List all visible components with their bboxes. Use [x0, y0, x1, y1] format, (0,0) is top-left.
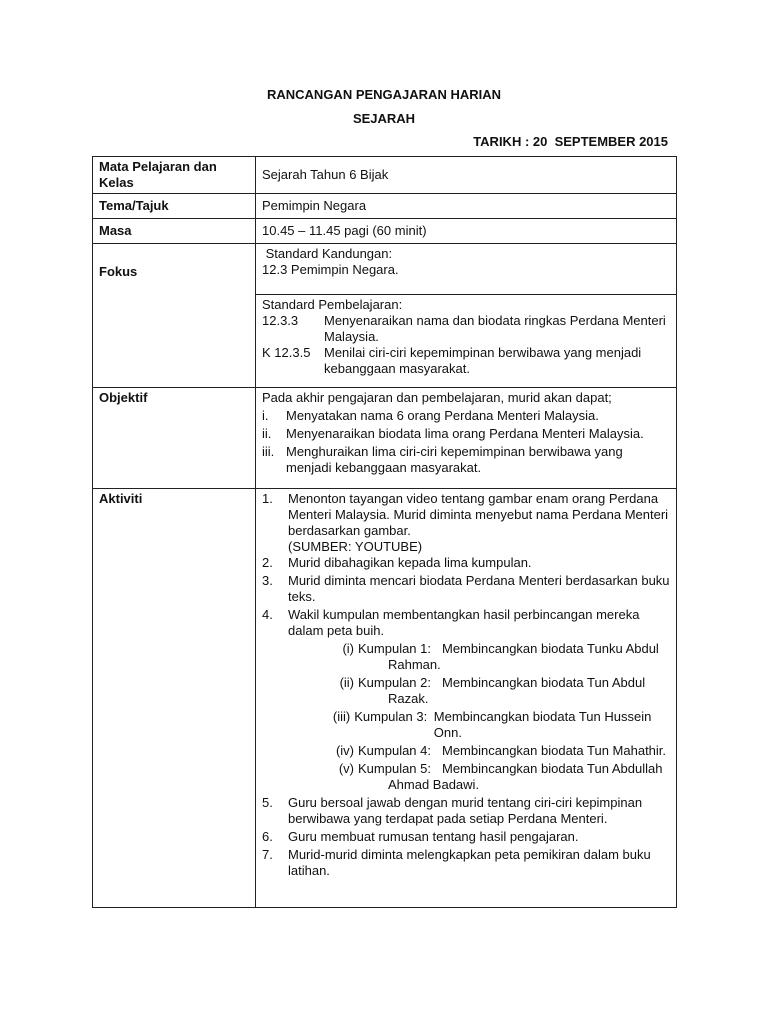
aktiviti-text: Wakil kumpulan membentangkan hasil perbincangan mereka dalam peta buih.	[288, 607, 640, 638]
group-name: Kumpulan 1:	[358, 641, 431, 656]
date-label: TARIKH : 20 SEPTEMBER 2015	[473, 134, 668, 149]
group-item	[282, 761, 670, 777]
group-name: Kumpulan 2:	[358, 675, 431, 690]
standard-kandungan-value: 12.3 Pemimpin Negara.	[262, 262, 399, 277]
group-item	[282, 709, 670, 741]
objektif-text: Menyenaraikan biodata lima orang Perdana Menteri Malaysia.	[286, 426, 644, 441]
masa-value: 10.45 – 11.45 pagi (60 minit)	[256, 219, 677, 244]
aktiviti-text: Murid dibahagikan kepada lima kumpulan.	[288, 555, 532, 570]
aktiviti-text: Guru bersoal jawab dengan murid tentang ciri-ciri kepimpinan berwibawa yang terdapat pada setiap Perdana Menteri.	[288, 795, 643, 826]
group-item	[282, 675, 670, 691]
list-item	[262, 829, 670, 845]
fokus-label: Fokus	[99, 264, 138, 279]
sp-code: K 12.3.5	[262, 345, 311, 360]
table-row-objektif	[93, 388, 677, 489]
group-name: Kumpulan 4:	[358, 743, 431, 758]
list-item	[262, 491, 670, 555]
group-num: (iv)	[335, 743, 354, 758]
list-item	[262, 573, 670, 605]
list-item	[262, 313, 670, 345]
sp-code: 12.3.3	[262, 313, 299, 328]
lesson-plan-table	[92, 156, 677, 908]
group-text: Membincangkan biodata Tun Hussein Onn.	[433, 709, 652, 740]
group-num: (v)	[338, 761, 354, 776]
group-item	[282, 641, 670, 657]
group-text-cont: Rahman.	[388, 657, 441, 672]
standard-pembelajaran-cell	[256, 295, 677, 388]
aktiviti-text	[288, 491, 670, 555]
standard-kandungan-cell	[256, 244, 677, 295]
objektif-num: iii.	[262, 444, 275, 459]
aktiviti-text: Murid-murid diminta melengkapkan peta pemikiran dalam buku latihan.	[288, 847, 651, 878]
aktiviti-source-note: (SUMBER: YOUTUBE)	[288, 539, 423, 554]
aktiviti-num: 3.	[262, 573, 273, 588]
group-item	[282, 743, 670, 759]
group-text: Membincangkan biodata Tun Mahathir.	[442, 743, 667, 758]
tema-label: Tema/Tajuk	[93, 194, 256, 219]
aktiviti-label: Aktiviti	[93, 489, 256, 908]
group-text: Membincangkan biodata Tun Abdullah	[442, 761, 663, 776]
objektif-cell	[256, 388, 677, 489]
document-title: RANCANGAN PENGAJARAN HARIAN	[266, 87, 501, 102]
aktiviti-num: 1.	[262, 491, 273, 506]
mata-pelajaran-label: Mata Pelajaran dan Kelas	[93, 157, 256, 194]
standard-pembelajaran-heading: Standard Pembelajaran:	[262, 297, 403, 312]
table-row-aktiviti	[93, 489, 677, 908]
group-text-cont: Razak.	[388, 691, 429, 706]
list-item	[262, 408, 670, 424]
standard-kandungan-heading: Standard Kandungan:	[262, 246, 393, 261]
list-item	[262, 607, 670, 639]
subject-title: SEJARAH	[352, 111, 416, 126]
group-name: Kumpulan 3:	[354, 709, 428, 724]
list-item	[262, 847, 670, 879]
group-text: Membincangkan biodata Tunku Abdul	[442, 641, 659, 656]
group-text: Membincangkan biodata Tun Abdul	[442, 675, 646, 690]
table-row-tema	[93, 194, 677, 219]
mata-pelajaran-value: Sejarah Tahun 6 Bijak	[256, 157, 677, 194]
aktiviti-num: 5.	[262, 795, 273, 810]
aktiviti-num: 2.	[262, 555, 273, 570]
table-row-fokus-kandungan	[93, 244, 677, 295]
sp-text: Menyenaraikan nama dan biodata ringkas Perdana Menteri Malaysia.	[324, 313, 666, 344]
list-item	[262, 426, 670, 442]
aktiviti-num: 4.	[262, 607, 273, 622]
list-item	[262, 345, 670, 377]
objektif-label: Objektif	[93, 388, 256, 489]
list-item	[262, 795, 670, 827]
table-row-mata-pelajaran	[93, 157, 677, 194]
group-num: (ii)	[339, 675, 354, 690]
group-num: (iii)	[332, 709, 351, 724]
aktiviti-text-body: Menonton tayangan video tentang gambar enam orang Perdana Menteri Malaysia. Murid diminta menyebut nama Perdana Menteri berdasarkan gambar.	[288, 491, 669, 538]
objektif-num: ii.	[262, 426, 272, 441]
masa-label: Masa	[93, 219, 256, 244]
list-item	[262, 555, 670, 571]
aktiviti-num: 7.	[262, 847, 273, 862]
tema-value: Pemimpin Negara	[256, 194, 677, 219]
group-text-cont: Ahmad Badawi.	[388, 777, 480, 792]
fokus-label-cell	[93, 244, 256, 388]
objektif-text: Menyatakan nama 6 orang Perdana Menteri Malaysia.	[286, 408, 599, 423]
objektif-intro: Pada akhir pengajaran dan pembelajaran, murid akan dapat;	[262, 390, 612, 405]
aktiviti-num: 6.	[262, 829, 273, 844]
group-num: (i)	[342, 641, 354, 656]
objektif-text: Menghuraikan lima ciri-ciri kepemimpinan berwibawa yang menjadi kebanggaan masyarakat.	[286, 444, 623, 475]
table-row-masa	[93, 219, 677, 244]
aktiviti-text: Guru membuat rumusan tentang hasil pengajaran.	[288, 829, 579, 844]
group-name: Kumpulan 5:	[358, 761, 431, 776]
aktiviti-cell	[256, 489, 677, 908]
sp-text: Menilai ciri-ciri kepemimpinan berwibawa yang menjadi kebanggaan masyarakat.	[324, 345, 642, 376]
aktiviti-text: Murid diminta mencari biodata Perdana Menteri berdasarkan buku teks.	[288, 573, 670, 604]
list-item	[262, 444, 670, 476]
objektif-num: i.	[262, 408, 269, 423]
